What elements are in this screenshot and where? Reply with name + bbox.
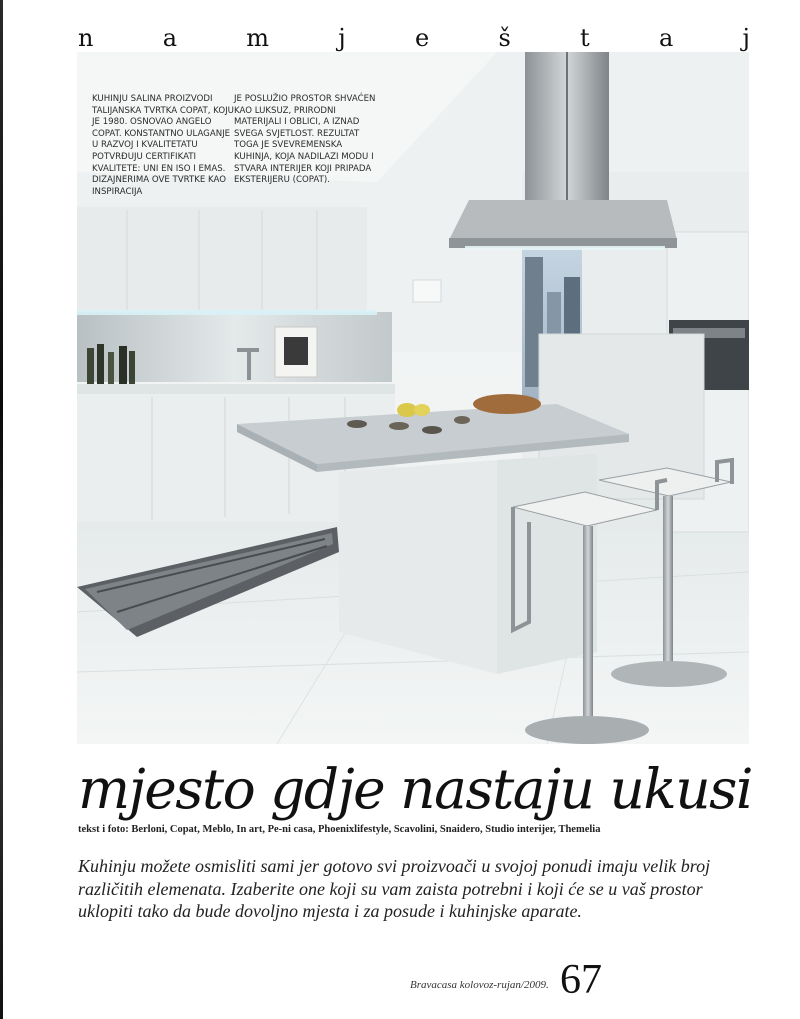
page-binding-edge [0,0,3,1019]
page-number: 67 [560,957,602,1003]
intro-text-column-1: KUHINJU SALINA PROIZVODI TALIJANSKA TVRTKA COPAT, KOJU JE 1980. OSNOVAO ANGELO COPAT. KONSTANTNO ULAGANJE U RAZVOJ I KVALITETATU POTVRĐUJU CERTIFIKATI KVALITETE: UNI EN ISO I EMAS. DIZAJNERIMA OVE TVRTKE KAO INSPIRACIJA [92,94,234,197]
intro-text-column-2: JE POSLUŽIO PROSTOR SHVAĆEN KAO LUKSUZ, PRIRODNI MATERIJALI I OBLICI, A IZNAD SVEGA SVJETLOST. REZULTAT TOGA JE SVEVREMENSKA KUHINJA, KOJA NADILAZI MODU I STVARA INTERIJER KOJI PRIPADA EKSTERIJERU (COPAT). [234,94,376,186]
section-letter: m [246,24,270,52]
lead-paragraph: Kuhinju možete osmisliti sami jer gotovo svi proizvoači u svojoj ponudi imaju velik broj različitih elemenata. Izaberite one koji su vam zaista potrebni i koji će se u vaš prostor uklopiti tako da bude dovoljno mjesta i za posude i kuhinjske aparate. [78,856,711,922]
section-letter: a [658,24,674,52]
kitchen-photo [77,52,749,744]
section-letter: n [78,24,94,52]
section-letter: a [162,24,178,52]
section-heading [78,24,750,52]
section-letter: j [338,24,346,52]
issue-label: Bravacasa kolovoz-rujan/2009. [410,979,549,991]
article-headline: mjesto gdje nastaju ukusi [78,757,752,821]
page-footer [410,955,750,1005]
section-letter: j [742,24,750,52]
section-letter: e [415,24,430,52]
section-letter: š [498,24,511,52]
photo-credits: tekst i foto: Berloni, Copat, Meblo, In art, Pe-ni casa, Phoenixlifestyle, Scavolini, Snaidero, Studio interijer, Themelia [78,824,601,835]
section-letter: t [580,24,590,52]
